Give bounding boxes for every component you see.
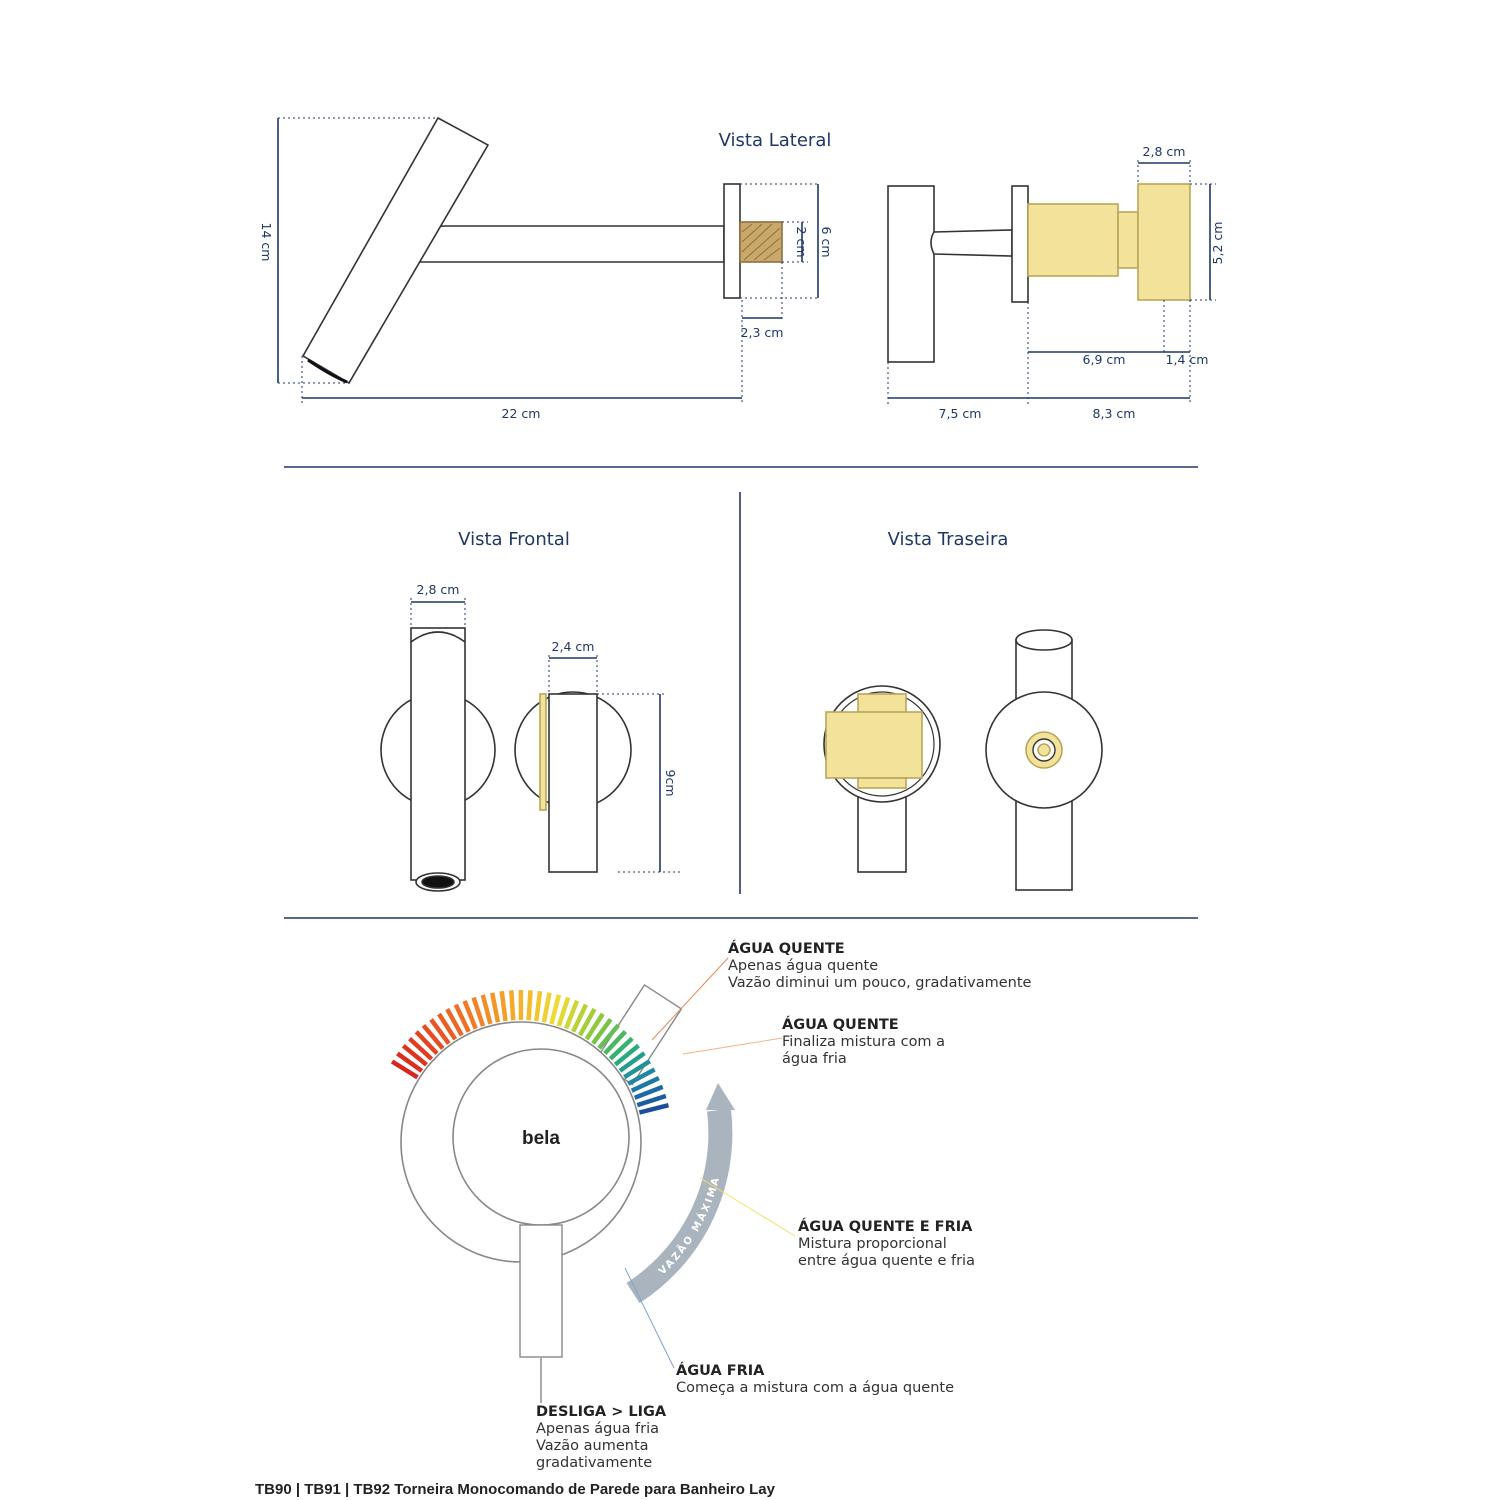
title-vista-frontal: Vista Frontal [458,529,570,550]
lever-bottom [520,1225,562,1357]
legend-hot-only [728,940,1032,991]
rear-spout-drawing [986,630,1102,890]
dim-body-depth: 6,9 cm [1082,352,1126,367]
scale-tick [492,993,498,1022]
legend-line: Vazão diminui um pouco, gradativamente [728,975,1032,991]
legend-line: Apenas água quente [728,958,879,974]
scale-tick [529,990,531,1020]
frontal-spout-drawing [381,628,495,891]
title-vista-lateral: Vista Lateral [718,130,832,151]
scale-tick [639,1105,668,1112]
legend-off-on-title: DESLIGA > LIGA [536,1404,667,1420]
legend-off-on [536,1404,667,1471]
scale-tick [544,993,550,1023]
dim-thread-depth: 2,3 cm [740,325,784,340]
dim-handle-depth: 1,4 cm [1165,352,1209,367]
footer-title: TB90 | TB91 | TB92 Torneira Monocomando de Parede para Banheiro Lay [255,1481,775,1498]
legend-line: Começa a mistura com a água quente [676,1380,954,1396]
legend-line: Mistura proporcional [798,1236,947,1252]
legend-line: Apenas água fria [536,1421,660,1437]
legend-cold [676,1362,954,1396]
bela-logo: bela [521,1128,561,1149]
dim-handle-width: 2,8 cm [1142,144,1186,159]
dim-thread-2: 2 cm [794,226,809,258]
lateral-faucet-drawing [303,118,782,383]
flow-arrow [633,1083,735,1293]
scale-tick [536,991,540,1021]
legend-line: entre água quente e fria [798,1253,975,1269]
legend-line: água fria [782,1051,847,1067]
frontal-lever-drawing [515,692,631,872]
legend-mixed [798,1218,975,1269]
legend-mixed-title: ÁGUA QUENTE E FRIA [798,1219,973,1235]
legend-hot-finish [782,1016,945,1067]
side-valve-drawing [888,184,1190,362]
dim-spout-width: 2,8 cm [416,582,460,597]
legend-hot-finish-title: ÁGUA QUENTE [782,1017,899,1033]
dim-height-14: 14 cm [259,222,274,262]
dim-length-22: 22 cm [501,406,541,421]
legend-hot-only-title: ÁGUA QUENTE [728,941,845,957]
legend-line: Finaliza mistura com a [782,1034,946,1050]
dim-spout-depth: 7,5 cm [938,406,982,421]
scale-tick [502,991,506,1021]
rear-valve-drawing [824,686,940,872]
scale-tick [483,995,491,1024]
legend-line: gradativamente [536,1455,653,1471]
dim-lever-width: 2,4 cm [551,639,595,654]
dim-total-depth: 8,3 cm [1092,406,1136,421]
dim-handle-height: 5,2 cm [1210,221,1225,265]
scale-tick [551,995,559,1024]
flow-label: VAZÃO MÁXIMA [657,1174,723,1278]
title-vista-traseira: Vista Traseira [887,529,1009,550]
dim-flange-6: 6 cm [819,226,834,258]
dim-lever-height: 9cm [663,769,678,797]
scale-tick [511,990,513,1020]
legend-line: Vazão aumenta [536,1438,649,1454]
legend-cold-title: ÁGUA FRIA [676,1363,765,1379]
